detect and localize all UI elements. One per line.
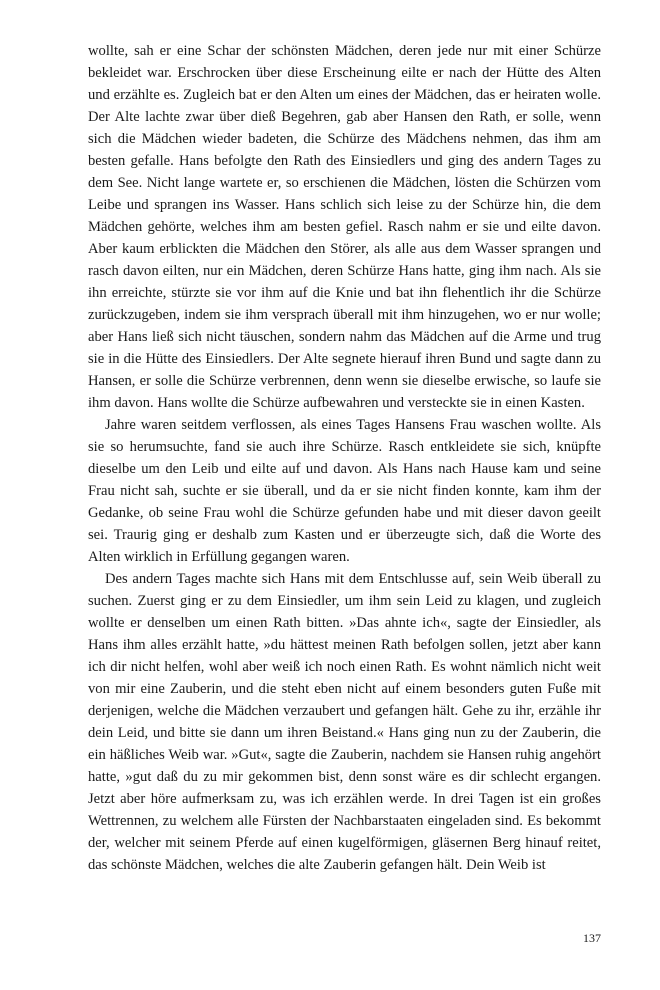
paragraph-1: wollte, sah er eine Schar der schönsten Mädchen, deren jede nur mit einer Schürze bekleidet war. Erschrocken über diese Erscheinung eilte er nach der Hütte des Alten und erzählte es. Zugleich bat er den Alten um eines der Mädchen, das er heiraten wolle. Der Alte lachte zwar über dieß Begehren, gab aber Hansen den Rath, er solle, wenn sich die Mädchen wieder badeten, die Schürze des Mädchens nehmen, das ihm am besten gefalle. Hans befolgte den Rath des Einsiedlers und ging des andern Tages zu dem See. Nicht lange wartete er, so erschienen die Mädchen, lösten die Schürzen vom Leibe und sprangen ins Wasser. Hans schlich sich leise zu der Schürze hin, die dem Mädchen gehörte, welches ihm am besten gefiel. Rasch nahm er sie und eilte davon. Aber kaum erblickten die Mädchen den Störer, als alle aus dem Wasser sprangen und rasch davon eilten, nur ein Mädchen, deren Schürze Hans hatte, ging ihm nach. Als sie ihn erreichte, stürzte sie vor ihm auf die Knie und bat ihn flehentlich ihr die Schürze zurückzugeben, indem sie ihm versprach überall mit ihm hinzugehen, wo er nur wolle; aber Hans ließ sich nicht täuschen, sondern nahm das Mädchen auf die Arme und trug sie in die Hütte des Einsiedlers. Der Alte segnete hierauf ihren Bund und sagte dann zu Hansen, er solle die Schürze verbrennen, denn wenn sie dieselbe erwische, so laufe sie ihm davon. Hans wollte die Schürze aufbewahren und versteckte sie in einen Kasten. bbox=[88, 43, 601, 411]
page-body-text bbox=[88, 40, 601, 876]
paragraph-2: Jahre waren seitdem verflossen, als eines Tages Hansens Frau waschen wollte. Als sie so herumsuchte, fand sie auch ihre Schürze. Rasch entkleidete sie sich, knüpfte dieselbe um den Leib und eilte auf und davon. Als Hans nach Hause kam und seine Frau nicht sah, suchte er sie überall, und da er sie nicht finden konnte, kam ihm der Gedanke, ob seine Frau wohl die Schürze gefunden habe und mit dieser davon geeilt sei. Traurig ging er deshalb zum Kasten und er überzeugte sich, daß die Worte des Alten wirklich in Erfüllung gegangen waren. bbox=[88, 417, 601, 565]
page-number: 137 bbox=[583, 931, 601, 945]
paragraph-3: Des andern Tages machte sich Hans mit dem Entschlusse auf, sein Weib überall zu suchen. Zuerst ging er zu dem Einsiedler, um ihm sein Leid zu klagen, und zugleich wollte er denselben um einen Rath bitten. »Das ahnte ich«, sagte der Einsiedler, als Hans ihm alles erzählt hatte, »du hättest meinen Rath befolgen sollen, jetzt aber kann ich dir nicht helfen, wohl aber weiß ich noch einen Rath. Es wohnt nämlich nicht weit von mir eine Zauberin, und die steht eben nicht auf einem besonders guten Fuße mit derjenigen, welche die Mädchen verzaubert und gefangen hält. Gehe zu ihr, erzähle ihr dein Leid, und bitte sie dann um ihren Beistand.« Hans ging nun zu der Zauberin, die ein häßliches Weib war. »Gut«, sagte die Zauberin, nachdem sie Hansen ruhig angehört hatte, »gut daß du zu mir gekommen bist, denn sonst wäre es dir schlecht ergangen. Jetzt aber höre aufmerksam zu, was ich erzählen werde. In drei Tagen ist ein großes Wettrennen, zu welchem alle Fürsten der Nachbarstaaten eingeladen sind. Es bekommt der, welcher mit seinem Pferde auf einen kugelförmigen, gläsernen Berg hinauf reitet, das schönste Mädchen, welches die alte Zauberin gefangen hält. Dein Weib ist bbox=[88, 571, 601, 873]
